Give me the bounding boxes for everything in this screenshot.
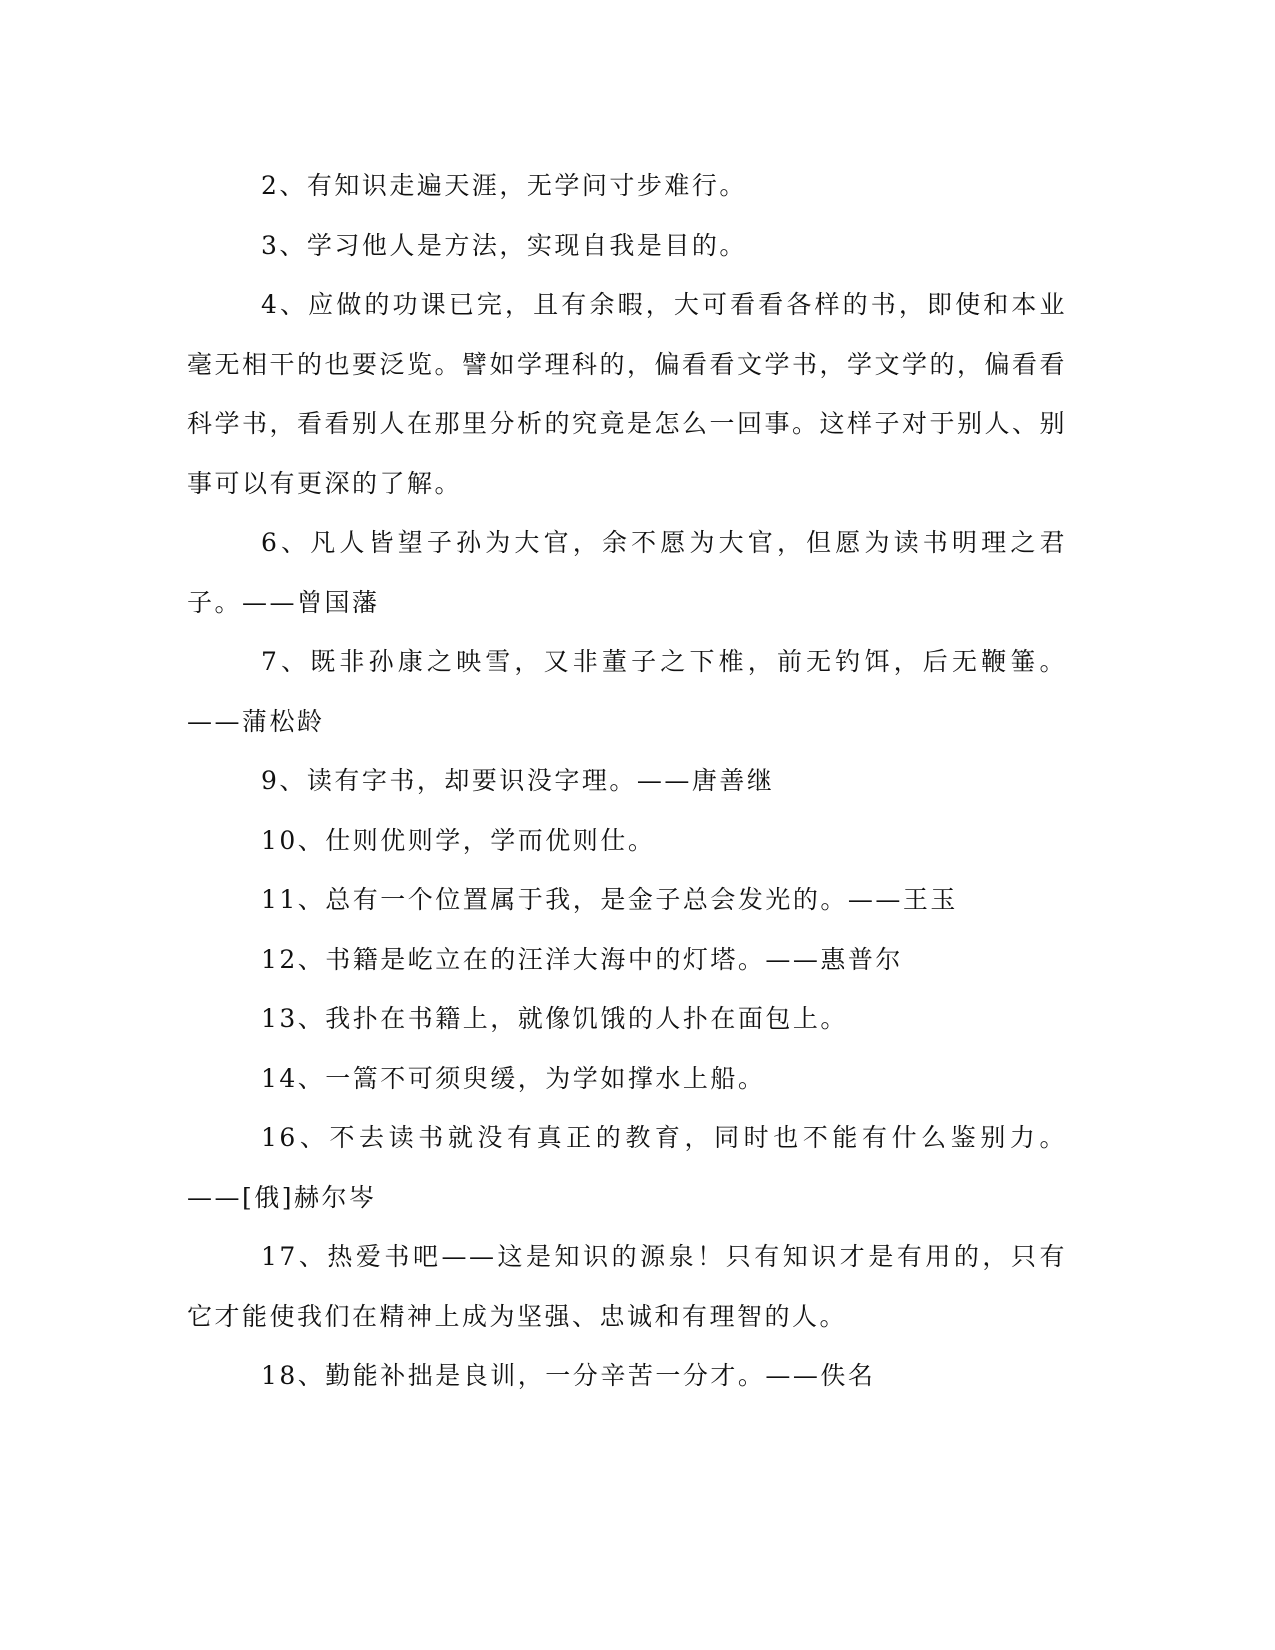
quote-list [187,156,1067,1406]
quote-paragraph: 3、学习他人是方法，实现自我是目的。 [261,230,747,260]
quote-paragraph: 12、书籍是屹立在的汪洋大海中的灯塔。——惠普尔 [261,944,903,974]
quote-paragraph: 6、凡人皆望子孙为大官，余不愿为大官，但愿为读书明理之君子。——曾国藩 [187,528,1067,617]
quote-paragraph: 17、热爱书吧——这是知识的源泉！只有知识才是有用的，只有它才能使我们在精神上成为坚强、忠诚和有理智的人。 [187,1242,1067,1331]
quote-paragraph: 4、应做的功课已完，且有余暇，大可看看各样的书，即使和本业毫无相干的也要泛览。譬如学理科的，偏看看文学书，学文学的，偏看看科学书，看看别人在那里分析的究竟是怎么一回事。这样子对于别人、别事可以有更深的了解。 [187,290,1068,498]
quote-paragraph: 14、一篙不可须臾缓，为学如撑水上船。 [261,1063,766,1093]
quote-paragraph: 7、既非孙康之映雪，又非董子之下椎，前无钓饵，后无鞭箠。——蒲松龄 [187,647,1067,736]
quote-paragraph: 11、总有一个位置属于我，是金子总会发光的。——王玉 [261,885,958,914]
quote-paragraph: 16、不去读书就没有真正的教育，同时也不能有什么鉴别力。——[俄]赫尔岑 [187,1123,1067,1212]
quote-paragraph: 18、勤能补拙是良训，一分辛苦一分才。——佚名 [261,1361,876,1390]
quote-paragraph: 10、仕则优则学，学而优则仕。 [261,825,656,855]
quote-paragraph: 9、读有字书，却要识没字理。——唐善继 [261,766,775,795]
quote-paragraph: 2、有知识走遍天涯，无学问寸步难行。 [261,171,747,200]
quote-paragraph: 13、我扑在书籍上，就像饥饿的人扑在面包上。 [261,1004,848,1033]
